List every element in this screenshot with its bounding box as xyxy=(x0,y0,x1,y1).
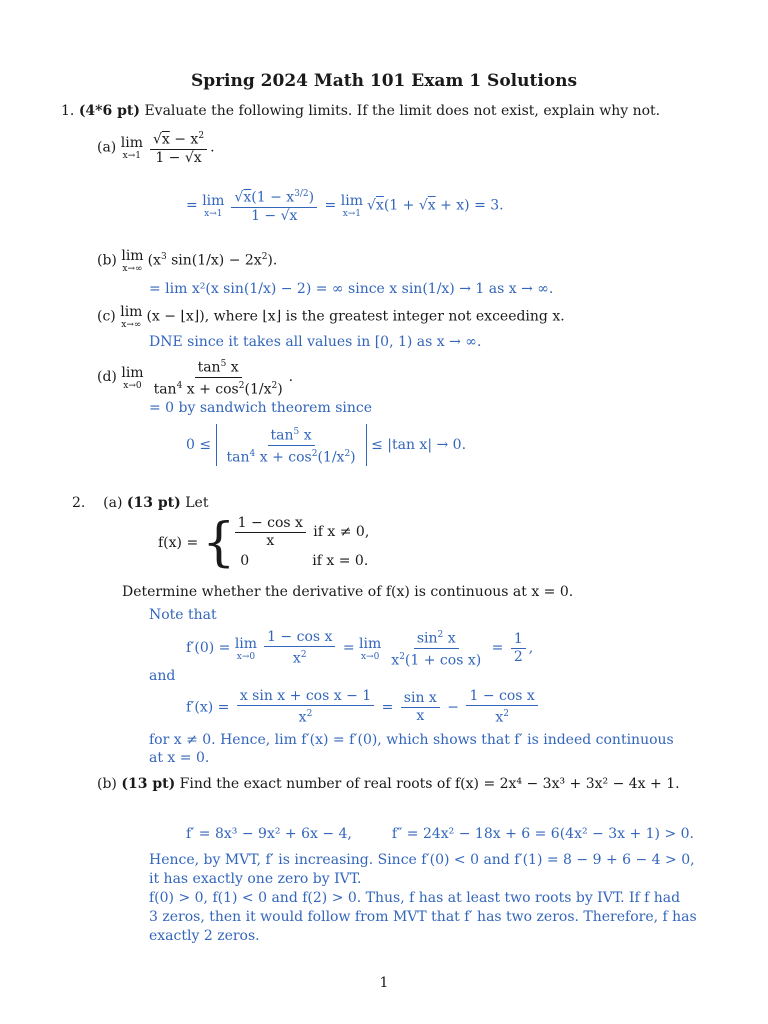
q1b-solution: = lim x²(x sin(1/x) − 2) = ∞ since x sin(1/x) → 1 as x → ∞. xyxy=(149,281,554,297)
limit-operator: lim x→1 xyxy=(120,134,143,161)
q2a-note: Note that xyxy=(149,607,217,623)
q1c-solution: DNE since it takes all values in [0, 1) as x → ∞. xyxy=(149,334,482,350)
q1c-statement: (c) lim x→∞ (x − ⌊x⌋), where ⌊x⌋ is the greatest integer not exceeding x. xyxy=(97,304,565,330)
q2b-points: (13 pt) xyxy=(121,776,176,792)
q2a-points: (13 pt) xyxy=(126,495,181,511)
q2b-label: (b) xyxy=(97,776,117,792)
q2a-and: and xyxy=(149,668,176,684)
q1d-label: (d) xyxy=(97,369,117,386)
case2-condition: if x = 0. xyxy=(312,553,369,569)
q2b-solution-line2: it has exactly one zero by IVT. xyxy=(149,871,362,887)
q2a-label: (a) xyxy=(103,495,123,511)
q2b-solution-line5: exactly 2 zeros. xyxy=(149,928,260,944)
q1a-fraction: $\frac{√x - x^2}{1 - √x}$ xyxy=(150,128,207,167)
q2b-derivatives: f′ = 8x³ − 9x² + 6x − 4, f″ = 24x² − 18x + 6 = 6(4x² − 3x + 1) > 0. xyxy=(186,826,695,842)
q1-points: (4*6 pt) xyxy=(78,103,140,119)
case1-condition: if x ≠ 0, xyxy=(313,524,370,540)
q2a-let: Let xyxy=(185,495,209,511)
q2-number: 2. xyxy=(72,495,86,511)
q2b-prompt: Find the exact number of real roots of f(x) = 2x⁴ − 3x³ + 3x² − 4x + 1. xyxy=(179,776,680,792)
q2a-fprime: f′(x) = $\frac{\text{x sin x + cos x − 1}}{x^2}$ = $\frac{\text{sin x}}{x}$ − $\frac{\text{1 − cos x}}{x^2}$ xyxy=(186,688,541,727)
q1c-statement-tail: , where ⌊x⌋ is the greatest integer not exceeding x. xyxy=(204,308,565,325)
q1a-solution: = lim x→1 $\frac{√x(1 - x^{3/2})}{1 - √x}$ = lim x→1 √x(1 + √x + x) = 3. xyxy=(186,186,504,225)
q2a-prompt: Determine whether the derivative of f(x) is continuous at x = 0. xyxy=(122,584,574,600)
q1a-statement: (a) lim x→1 $\frac{√x - x^2}{1 - √x}$ . xyxy=(97,128,215,167)
q2b-solution-line4: 3 zeros, then it would follow from MVT that f′ has two zeros. Therefore, f has xyxy=(149,909,697,925)
q2a-conclusion-line1: for x ≠ 0. Hence, lim f′(x) = f′(0), which shows that f′ is indeed continuous xyxy=(149,732,674,748)
page-number: 1 xyxy=(379,975,389,991)
q1d-bound-tail: ≤ |tan x| → 0. xyxy=(371,437,467,454)
piecewise-definition: f(x) = { $\frac{\text{1 − cos x}}{x}$ if x ≠ 0, 0 if x = 0. xyxy=(158,513,370,573)
q2a-fprime0: f′(0) = lim x→0 $\frac{\text{1 − cos x}}{x^2}$ = lim x→0 $\frac{\sin^2 x}{x^2(1 + \cos x)}$ = $\frac{1}{2}$ , xyxy=(186,628,534,669)
q1d-statement: (d) lim x→0 $\frac{\tan^5 x}{\tan^4 x + \cos^2(1/x^2)}$ . xyxy=(97,356,293,398)
q1c-label: (c) xyxy=(97,308,116,325)
q2b-header xyxy=(97,775,680,793)
q2a-header xyxy=(72,494,208,512)
q1-header xyxy=(61,102,660,120)
q1b-label: (b) xyxy=(97,252,117,269)
q1-prompt: Evaluate the following limits. If the limit does not exist, explain why not. xyxy=(144,103,661,119)
q1d-bound: 0 ≤ $\frac{\tan^5 x}{\tan^4 x + \cos^2(1/x^2)}$ ≤ |tan x| → 0. xyxy=(186,424,466,466)
q1-number: 1. xyxy=(61,103,75,119)
q2b-solution-line1: Hence, by MVT, f′ is increasing. Since f′(0) < 0 and f′(1) = 8 − 9 + 6 − 4 > 0, xyxy=(149,852,695,868)
q2b-solution-line3: f(0) > 0, f(1) < 0 and f(2) > 0. Thus, f has at least two roots by IVT. If f had xyxy=(149,890,681,906)
q1a-label: (a) xyxy=(97,139,117,156)
page-title: Spring 2024 Math 101 Exam 1 Solutions xyxy=(190,71,578,91)
q1b-statement: (b) lim x→∞ ($x^3$ $\sin(1/x) - 2x^2$). xyxy=(97,248,278,274)
q1d-solution: = 0 by sandwich theorem since xyxy=(149,400,373,416)
q2a-conclusion-line2: at x = 0. xyxy=(149,750,210,766)
